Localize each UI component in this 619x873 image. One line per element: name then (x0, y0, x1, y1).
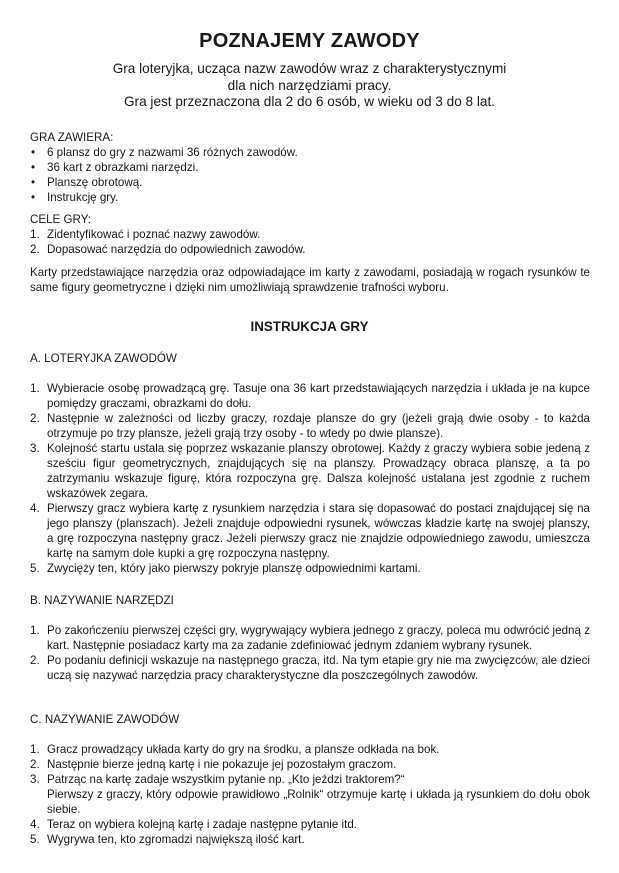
goals-section (30, 212, 590, 257)
item-text: Następnie w zależności od liczby graczy, rozdaje plansze do gry (jeżeli grają dwie osoby - to każda otrzymuje po trzy plansze, jeżeli grają trzy osoby - to wtedy po dwie plansze). (47, 412, 590, 440)
list-item-text: 6 plansz do gry z nazwami 36 różnych zawodów. (47, 146, 298, 159)
item-number: 5. (30, 562, 40, 575)
section-a-list (30, 381, 590, 576)
item-text: Patrząc na kartę zadaje wszystkim pytanie np. „Kto jeździ traktorem?“ (47, 773, 405, 786)
list-item (30, 772, 590, 817)
item-text: Po zakończeniu pierwszej części gry, wygrywający wybiera jednego z graczy, poleca mu odwrócić jedną z kart. Następnie posiadacz karty ma za zadanie zdefiniować jednym zdaniem wybrany rysunek. (47, 624, 590, 652)
list-item (30, 561, 590, 576)
item-number: 2. (30, 758, 40, 771)
list-item (30, 411, 590, 441)
section-b-list (30, 623, 590, 683)
item-number: 1. (30, 624, 40, 637)
section-c-list (30, 742, 590, 847)
item-number: 2. (30, 412, 40, 425)
list-item (30, 145, 590, 160)
item-text: Gracz prowadzący układa karty do gry na środku, a plansze odkłada na bok. (47, 743, 440, 756)
list-item (30, 832, 590, 847)
subtitle-line-3: Gra jest przeznaczona dla 2 do 6 osób, w wieku od 3 do 8 lat. (123, 94, 496, 109)
contents-section (30, 130, 590, 205)
subtitle-line-1: Gra loteryjka, ucząca nazw zawodów wraz z charakterystycznymi (112, 61, 507, 76)
list-item (30, 757, 590, 772)
item-text: Wybieracie osobę prowadzącą grę. Tasuje ona 36 kart przedstawiających narzędzia i układa je na kupce pomiędzy graczami, obrazkami do dołu. (47, 382, 590, 410)
item-number: 4. (30, 818, 40, 831)
item-text: Teraz on wybiera kolejną kartę i zadaje następne pytanie itd. (47, 818, 357, 831)
bullet-icon: • (31, 161, 36, 174)
list-item-text: Instrukcję gry. (47, 191, 119, 204)
item-number: 2. (30, 243, 40, 256)
list-item (30, 742, 590, 757)
item-text: Zidentyfikować i poznać nazwy zawodów. (47, 228, 261, 241)
section-a-heading: A. LOTERYJKA ZAWODÓW (30, 352, 177, 365)
list-item (30, 175, 590, 190)
list-item (30, 623, 590, 653)
list-item (30, 160, 590, 175)
item-number: 1. (30, 743, 40, 756)
item-text: Kolejność startu ustala się poprzez wskazanie planszy obrotowej. Każdy z graczy wybiera sobie jedeną z sześciu figur geometrycznych, znajdujących się na planszy. Prowadzący obraca planszę, a ta po zatrzymaniu wskazuje figurę, która rozpoczyna grę. Dalsza kolejność ustalana jest zgodnie z ruchem wskazówek zegara. (47, 442, 590, 500)
subtitle (40, 61, 579, 111)
item-text: Po podaniu definicji wskazuje na następnego gracza, itd. Na tym etapie gry nie ma zwycięzców, ale dzieci uczą się nazywać narzędzia pracy charakterystyczne dla poszczególnych zawodów. (47, 654, 590, 682)
list-item (30, 190, 590, 205)
item-number: 4. (30, 502, 40, 515)
item-number: 2. (30, 654, 40, 667)
bullet-icon: • (31, 176, 36, 189)
section-b-heading: B. NAZYWANIE NARZĘDZI (30, 594, 174, 607)
bullet-icon: • (31, 146, 36, 159)
item-number: 3. (30, 442, 40, 455)
list-item-text: Planszę obrotową. (47, 176, 143, 189)
item-text: Pierwszy gracz wybiera kartę z rysunkiem narzędzia i stara się dopasować do postaci znajdującej się na jego planszy (planszach). Jeżeli znajduje odpowiedni rysunek, wówczas kładzie kartę na swojej planszy, a grę rozpoczyna następny gracz. Jeżeli pierwszy gracz nie znajdzie odpowiedniego zawodu, umieszcza kartę na samym dole kupki a grę rozpoczyna następny. (47, 502, 590, 560)
contents-list (30, 145, 590, 205)
page-title: POZNAJEMY ZAWODY (199, 30, 420, 52)
item-text: Zwycięży ten, który jako pierwszy pokryje planszę odpowiednimi kartami. (47, 562, 421, 575)
subtitle-line-2: dla nich narzędziami pracy. (227, 77, 392, 93)
list-item (30, 242, 590, 257)
list-item (30, 381, 590, 411)
item-number: 5. (30, 833, 40, 846)
list-item-text: 36 kart z obrazkami narzędzi. (47, 161, 199, 174)
instructions-heading: INSTRUKCJA GRY (250, 319, 369, 334)
item-continuation: Pierwszy z graczy, który odpowie prawidłowo „Rolnik“ otrzymuje kartę i układa ją rysunkiem do dołu obok siebie. (47, 788, 590, 816)
intro-paragraph: Karty przedstawiające narzędzia oraz odpowiadające im karty z zawodami, posiadają w rogach rysunków te same figury geometryczne i dzięki nim umożliwiają sprawdzenie trafności wyboru. (30, 266, 590, 294)
list-item (30, 441, 590, 501)
list-item (30, 501, 590, 561)
goals-heading: CELE GRY: (30, 213, 92, 226)
contents-heading: GRA ZAWIERA: (30, 131, 114, 144)
item-text: Dopasować narzędzia do odpowiednich zawodów. (47, 243, 306, 256)
item-number: 3. (30, 773, 40, 786)
item-text: Wygrywa ten, kto zgromadzi największą ilość kart. (47, 833, 305, 846)
bullet-icon: • (31, 191, 36, 204)
item-number: 1. (30, 382, 40, 395)
list-item (30, 653, 590, 683)
list-item (30, 817, 590, 832)
list-item (30, 227, 590, 242)
section-c-heading: C. NAZYWANIE ZAWODÓW (30, 713, 180, 726)
item-number: 1. (30, 228, 40, 241)
item-text: Następnie bierze jedną kartę i nie pokazuje jej pozostałym graczom. (47, 758, 397, 771)
goals-list (30, 227, 590, 257)
